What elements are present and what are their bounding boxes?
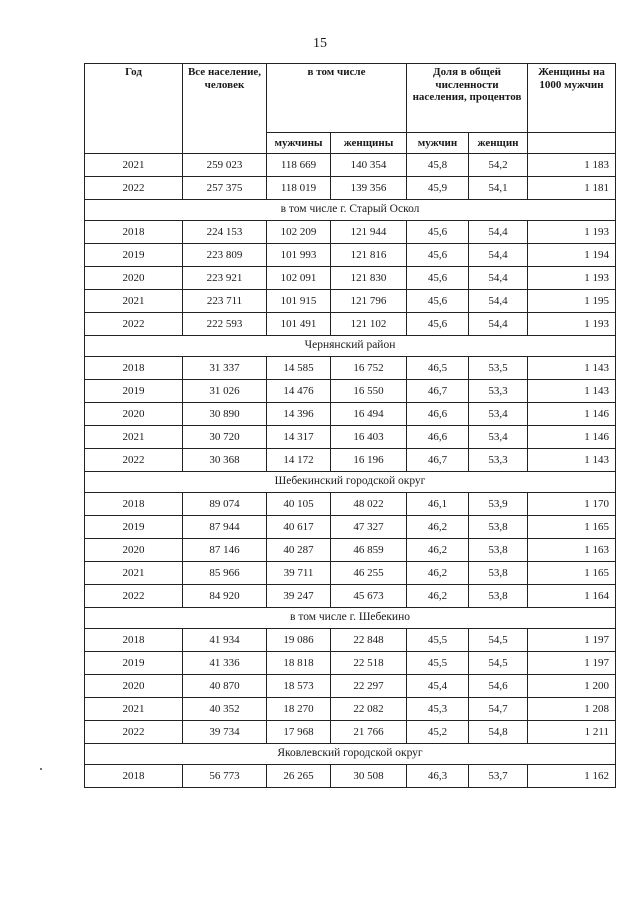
section-title: Яковлевский городской округ xyxy=(85,744,616,765)
table-header xyxy=(85,64,616,154)
cell-women-share: 54,1 xyxy=(469,177,528,200)
header-women-per-1000: Женщины на 1000 мужчин xyxy=(528,64,616,133)
page-number: 15 xyxy=(313,36,327,51)
scan-speck xyxy=(40,768,42,770)
cell-total: 40 870 xyxy=(183,675,267,698)
cell-men-share: 45,4 xyxy=(407,675,469,698)
cell-women-share: 54,5 xyxy=(469,652,528,675)
table-row xyxy=(85,652,616,675)
cell-men-share: 46,6 xyxy=(407,426,469,449)
table-row xyxy=(85,244,616,267)
cell-women: 140 354 xyxy=(331,154,407,177)
cell-women-per-1000: 1 211 xyxy=(528,721,616,744)
cell-men-share: 46,1 xyxy=(407,493,469,516)
cell-women-per-1000: 1 193 xyxy=(528,267,616,290)
cell-total: 84 920 xyxy=(183,585,267,608)
table-row xyxy=(85,585,616,608)
cell-men: 18 818 xyxy=(267,652,331,675)
cell-men: 40 617 xyxy=(267,516,331,539)
cell-women-share: 53,8 xyxy=(469,516,528,539)
cell-men: 101 993 xyxy=(267,244,331,267)
cell-women: 47 327 xyxy=(331,516,407,539)
cell-women: 121 102 xyxy=(331,313,407,336)
cell-women: 121 796 xyxy=(331,290,407,313)
table-body xyxy=(85,154,616,788)
cell-men-share: 45,6 xyxy=(407,267,469,290)
cell-men-share: 45,5 xyxy=(407,629,469,652)
cell-women-share: 54,4 xyxy=(469,244,528,267)
cell-men-share: 45,6 xyxy=(407,221,469,244)
cell-women-per-1000: 1 193 xyxy=(528,221,616,244)
cell-year: 2021 xyxy=(85,290,183,313)
cell-women: 16 196 xyxy=(331,449,407,472)
cell-women-per-1000: 1 146 xyxy=(528,426,616,449)
cell-men: 14 585 xyxy=(267,357,331,380)
cell-women-share: 54,4 xyxy=(469,221,528,244)
cell-year: 2022 xyxy=(85,177,183,200)
table-row xyxy=(85,403,616,426)
cell-total: 31 337 xyxy=(183,357,267,380)
table-row xyxy=(85,539,616,562)
table-row xyxy=(85,698,616,721)
cell-men: 118 019 xyxy=(267,177,331,200)
cell-total: 89 074 xyxy=(183,493,267,516)
cell-women-share: 54,7 xyxy=(469,698,528,721)
section-row xyxy=(85,472,616,493)
population-table xyxy=(84,63,616,788)
cell-women-per-1000: 1 165 xyxy=(528,516,616,539)
cell-total: 30 890 xyxy=(183,403,267,426)
cell-men: 101 491 xyxy=(267,313,331,336)
cell-men-share: 46,2 xyxy=(407,516,469,539)
table-row xyxy=(85,426,616,449)
cell-men: 18 573 xyxy=(267,675,331,698)
cell-year: 2021 xyxy=(85,562,183,585)
cell-men-share: 46,7 xyxy=(407,449,469,472)
cell-women-per-1000: 1 164 xyxy=(528,585,616,608)
table-row xyxy=(85,177,616,200)
cell-men: 14 172 xyxy=(267,449,331,472)
cell-women-share: 53,8 xyxy=(469,585,528,608)
cell-women: 16 403 xyxy=(331,426,407,449)
cell-women-share: 53,3 xyxy=(469,449,528,472)
cell-year: 2022 xyxy=(85,313,183,336)
header-men: мужчины xyxy=(267,133,331,154)
cell-women-per-1000: 1 181 xyxy=(528,177,616,200)
cell-total: 41 934 xyxy=(183,629,267,652)
cell-women: 139 356 xyxy=(331,177,407,200)
cell-men: 14 476 xyxy=(267,380,331,403)
header-women: женщины xyxy=(331,133,407,154)
cell-total: 259 023 xyxy=(183,154,267,177)
cell-men: 14 396 xyxy=(267,403,331,426)
cell-total: 30 720 xyxy=(183,426,267,449)
cell-men-share: 45,3 xyxy=(407,698,469,721)
cell-total: 85 966 xyxy=(183,562,267,585)
cell-year: 2018 xyxy=(85,357,183,380)
cell-women-share: 54,5 xyxy=(469,629,528,652)
cell-year: 2022 xyxy=(85,721,183,744)
cell-men: 101 915 xyxy=(267,290,331,313)
cell-women-share: 53,3 xyxy=(469,380,528,403)
cell-men: 14 317 xyxy=(267,426,331,449)
table-row xyxy=(85,357,616,380)
cell-women-per-1000: 1 163 xyxy=(528,539,616,562)
cell-women: 21 766 xyxy=(331,721,407,744)
cell-men-share: 45,9 xyxy=(407,177,469,200)
cell-total: 40 352 xyxy=(183,698,267,721)
cell-men-share: 46,5 xyxy=(407,357,469,380)
table-row xyxy=(85,675,616,698)
cell-men: 102 091 xyxy=(267,267,331,290)
cell-women-share: 54,2 xyxy=(469,154,528,177)
cell-women-share: 53,5 xyxy=(469,357,528,380)
cell-women-share: 53,8 xyxy=(469,539,528,562)
cell-men: 18 270 xyxy=(267,698,331,721)
cell-year: 2021 xyxy=(85,426,183,449)
cell-men-share: 46,7 xyxy=(407,380,469,403)
cell-women: 121 944 xyxy=(331,221,407,244)
cell-men-share: 45,8 xyxy=(407,154,469,177)
table-row xyxy=(85,154,616,177)
cell-year: 2019 xyxy=(85,380,183,403)
cell-men: 102 209 xyxy=(267,221,331,244)
table-row xyxy=(85,380,616,403)
cell-year: 2020 xyxy=(85,267,183,290)
cell-year: 2018 xyxy=(85,493,183,516)
table-row xyxy=(85,516,616,539)
cell-women-per-1000: 1 193 xyxy=(528,313,616,336)
cell-men-share: 45,2 xyxy=(407,721,469,744)
cell-men-share: 46,2 xyxy=(407,562,469,585)
cell-men: 118 669 xyxy=(267,154,331,177)
section-row xyxy=(85,744,616,765)
cell-year: 2021 xyxy=(85,698,183,721)
cell-year: 2022 xyxy=(85,449,183,472)
cell-men-share: 45,6 xyxy=(407,244,469,267)
cell-men-share: 46,3 xyxy=(407,765,469,788)
table-row xyxy=(85,629,616,652)
cell-women-share: 53,9 xyxy=(469,493,528,516)
table-row xyxy=(85,493,616,516)
header-share: Доля в общей численности населения, процентов xyxy=(407,64,528,133)
cell-women-share: 53,4 xyxy=(469,403,528,426)
cell-women-share: 53,8 xyxy=(469,562,528,585)
cell-men-share: 45,6 xyxy=(407,313,469,336)
cell-women: 22 518 xyxy=(331,652,407,675)
cell-total: 87 146 xyxy=(183,539,267,562)
cell-women: 22 848 xyxy=(331,629,407,652)
cell-men: 26 265 xyxy=(267,765,331,788)
cell-women-share: 54,4 xyxy=(469,313,528,336)
cell-total: 222 593 xyxy=(183,313,267,336)
cell-women: 46 255 xyxy=(331,562,407,585)
cell-total: 223 809 xyxy=(183,244,267,267)
header-men-share: мужчин xyxy=(407,133,469,154)
cell-women-share: 54,6 xyxy=(469,675,528,698)
cell-men: 39 711 xyxy=(267,562,331,585)
cell-women-per-1000: 1 197 xyxy=(528,652,616,675)
cell-total: 223 921 xyxy=(183,267,267,290)
cell-women-per-1000: 1 200 xyxy=(528,675,616,698)
section-row xyxy=(85,200,616,221)
cell-women-per-1000: 1 195 xyxy=(528,290,616,313)
cell-men-share: 45,6 xyxy=(407,290,469,313)
cell-women: 22 297 xyxy=(331,675,407,698)
cell-total: 41 336 xyxy=(183,652,267,675)
header-total-population: Все население, человек xyxy=(183,64,267,154)
cell-year: 2019 xyxy=(85,516,183,539)
cell-total: 257 375 xyxy=(183,177,267,200)
section-title: в том числе г. Старый Оскол xyxy=(85,200,616,221)
cell-year: 2020 xyxy=(85,403,183,426)
cell-men-share: 46,2 xyxy=(407,539,469,562)
cell-women: 48 022 xyxy=(331,493,407,516)
cell-men-share: 45,5 xyxy=(407,652,469,675)
cell-total: 223 711 xyxy=(183,290,267,313)
cell-women: 22 082 xyxy=(331,698,407,721)
cell-women-per-1000: 1 208 xyxy=(528,698,616,721)
cell-total: 31 026 xyxy=(183,380,267,403)
section-title: Шебекинский городской округ xyxy=(85,472,616,493)
cell-women-per-1000: 1 194 xyxy=(528,244,616,267)
cell-women-per-1000: 1 197 xyxy=(528,629,616,652)
cell-total: 224 153 xyxy=(183,221,267,244)
cell-women-per-1000: 1 143 xyxy=(528,380,616,403)
section-row xyxy=(85,336,616,357)
table-row xyxy=(85,765,616,788)
cell-year: 2022 xyxy=(85,585,183,608)
cell-women: 16 752 xyxy=(331,357,407,380)
cell-women-per-1000: 1 170 xyxy=(528,493,616,516)
cell-women-per-1000: 1 143 xyxy=(528,449,616,472)
cell-total: 56 773 xyxy=(183,765,267,788)
cell-women-share: 54,4 xyxy=(469,267,528,290)
cell-women-share: 54,4 xyxy=(469,290,528,313)
cell-women-per-1000: 1 183 xyxy=(528,154,616,177)
cell-total: 87 944 xyxy=(183,516,267,539)
cell-year: 2019 xyxy=(85,652,183,675)
cell-women-per-1000: 1 143 xyxy=(528,357,616,380)
cell-men-share: 46,2 xyxy=(407,585,469,608)
cell-men: 19 086 xyxy=(267,629,331,652)
cell-year: 2020 xyxy=(85,539,183,562)
cell-women-share: 54,8 xyxy=(469,721,528,744)
cell-year: 2021 xyxy=(85,154,183,177)
table-row xyxy=(85,449,616,472)
cell-women: 16 550 xyxy=(331,380,407,403)
cell-women-share: 53,4 xyxy=(469,426,528,449)
cell-men: 17 968 xyxy=(267,721,331,744)
header-including: в том числе xyxy=(267,64,407,133)
header-year: Год xyxy=(85,64,183,154)
cell-total: 39 734 xyxy=(183,721,267,744)
cell-year: 2020 xyxy=(85,675,183,698)
header-blank xyxy=(528,133,616,154)
cell-women: 121 830 xyxy=(331,267,407,290)
cell-women-share: 53,7 xyxy=(469,765,528,788)
cell-total: 30 368 xyxy=(183,449,267,472)
cell-men-share: 46,6 xyxy=(407,403,469,426)
cell-women-per-1000: 1 146 xyxy=(528,403,616,426)
cell-men: 40 105 xyxy=(267,493,331,516)
table-row xyxy=(85,221,616,244)
cell-year: 2019 xyxy=(85,244,183,267)
table-row xyxy=(85,267,616,290)
cell-women: 45 673 xyxy=(331,585,407,608)
cell-year: 2018 xyxy=(85,629,183,652)
header-women-share: женщин xyxy=(469,133,528,154)
cell-women-per-1000: 1 162 xyxy=(528,765,616,788)
cell-women-per-1000: 1 165 xyxy=(528,562,616,585)
section-title: Чернянский район xyxy=(85,336,616,357)
cell-year: 2018 xyxy=(85,765,183,788)
table-row xyxy=(85,290,616,313)
table-row xyxy=(85,562,616,585)
cell-men: 39 247 xyxy=(267,585,331,608)
cell-year: 2018 xyxy=(85,221,183,244)
cell-women: 16 494 xyxy=(331,403,407,426)
section-title: в том числе г. Шебекино xyxy=(85,608,616,629)
table-row xyxy=(85,313,616,336)
cell-women: 121 816 xyxy=(331,244,407,267)
section-row xyxy=(85,608,616,629)
cell-women: 46 859 xyxy=(331,539,407,562)
table-row xyxy=(85,721,616,744)
cell-men: 40 287 xyxy=(267,539,331,562)
cell-women: 30 508 xyxy=(331,765,407,788)
